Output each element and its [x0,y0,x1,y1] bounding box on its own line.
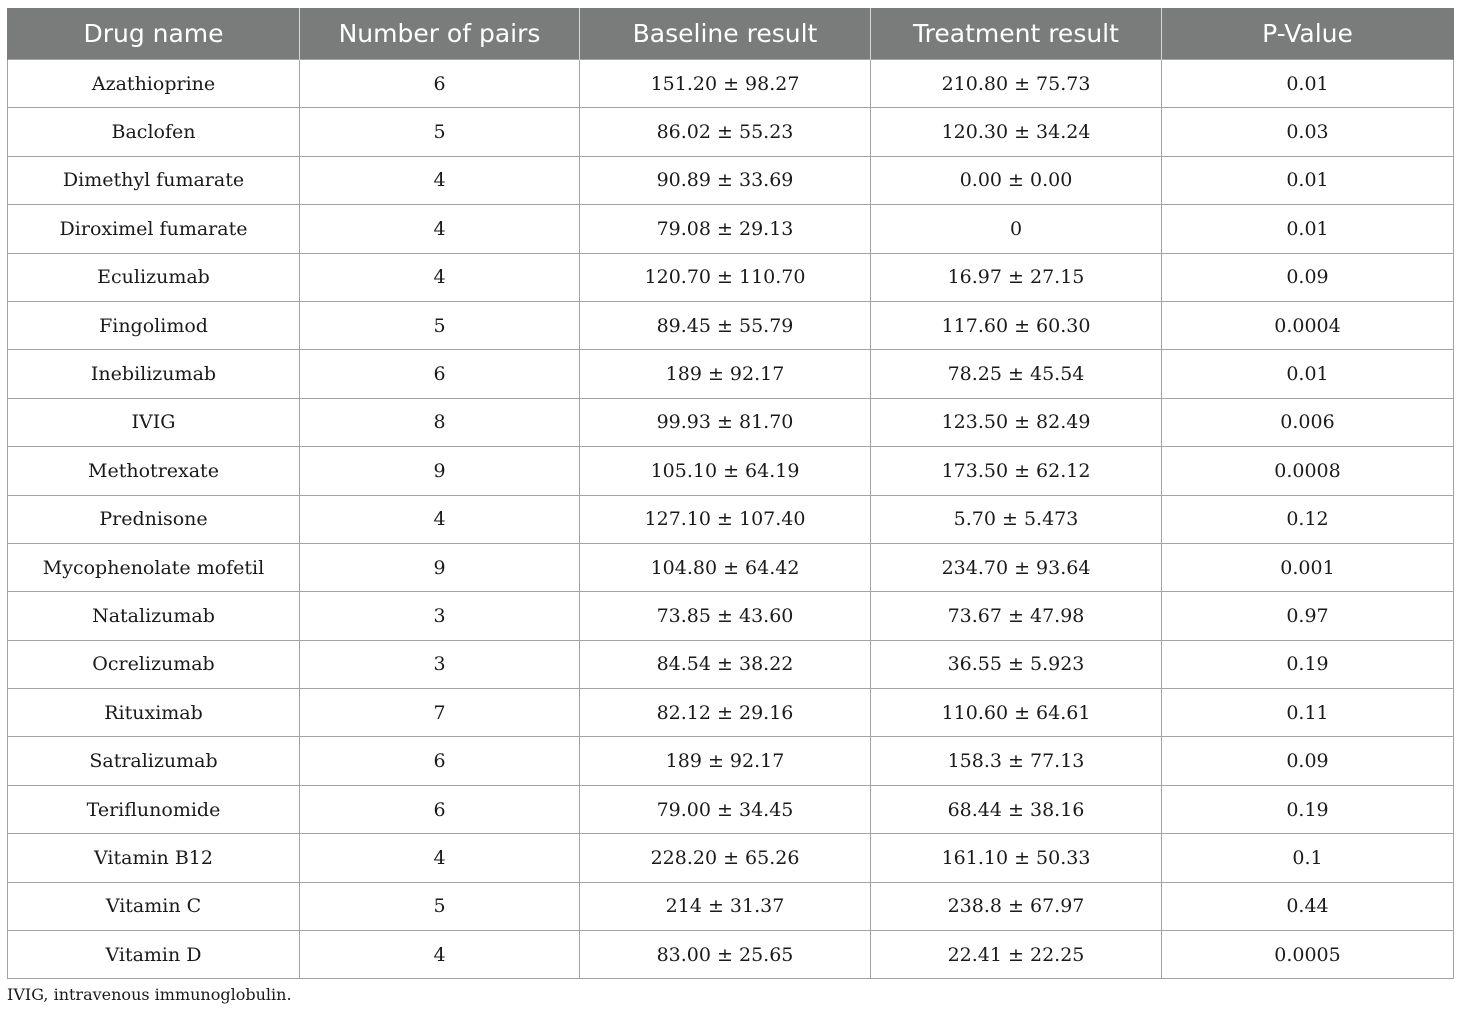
cell-baseline-result: 120.70 ± 110.70 [580,253,871,301]
cell-number-of-pairs: 4 [300,253,580,301]
cell-p-value: 0.0004 [1162,301,1454,349]
table-row [8,543,1454,591]
cell-baseline-result: 84.54 ± 38.22 [580,640,871,688]
cell-treatment-result: 173.50 ± 62.12 [871,447,1162,495]
table-row [8,398,1454,446]
cell-baseline-result: 79.08 ± 29.13 [580,205,871,253]
cell-number-of-pairs: 9 [300,447,580,495]
table-row [8,931,1454,979]
cell-p-value: 0.44 [1162,882,1454,930]
cell-p-value: 0.03 [1162,108,1454,156]
table-row [8,689,1454,737]
cell-drug-name: Inebilizumab [8,350,300,398]
cell-p-value: 0.1 [1162,834,1454,882]
cell-p-value: 0.09 [1162,737,1454,785]
cell-number-of-pairs: 8 [300,398,580,446]
cell-number-of-pairs: 6 [300,737,580,785]
cell-treatment-result: 161.10 ± 50.33 [871,834,1162,882]
table-row [8,108,1454,156]
cell-baseline-result: 228.20 ± 65.26 [580,834,871,882]
table-header [8,8,1454,60]
cell-drug-name: Eculizumab [8,253,300,301]
cell-baseline-result: 104.80 ± 64.42 [580,543,871,591]
cell-number-of-pairs: 5 [300,108,580,156]
cell-baseline-result: 82.12 ± 29.16 [580,689,871,737]
cell-number-of-pairs: 5 [300,301,580,349]
cell-drug-name: Vitamin D [8,931,300,979]
cell-number-of-pairs: 3 [300,640,580,688]
cell-baseline-result: 73.85 ± 43.60 [580,592,871,640]
cell-baseline-result: 89.45 ± 55.79 [580,301,871,349]
cell-number-of-pairs: 4 [300,156,580,204]
cell-drug-name: Fingolimod [8,301,300,349]
table-row [8,592,1454,640]
table-body [8,60,1454,979]
table-row [8,447,1454,495]
header-number-of-pairs: Number of pairs [300,8,580,60]
cell-drug-name: Mycophenolate mofetil [8,543,300,591]
cell-treatment-result: 73.67 ± 47.98 [871,592,1162,640]
cell-number-of-pairs: 4 [300,931,580,979]
cell-baseline-result: 99.93 ± 81.70 [580,398,871,446]
table-row [8,640,1454,688]
cell-baseline-result: 105.10 ± 64.19 [580,447,871,495]
table-row [8,253,1454,301]
cell-drug-name: Azathioprine [8,60,300,108]
table-row [8,785,1454,833]
table-row [8,60,1454,108]
cell-treatment-result: 234.70 ± 93.64 [871,543,1162,591]
cell-baseline-result: 151.20 ± 98.27 [580,60,871,108]
cell-p-value: 0.0005 [1162,931,1454,979]
cell-treatment-result: 238.8 ± 67.97 [871,882,1162,930]
cell-treatment-result: 68.44 ± 38.16 [871,785,1162,833]
cell-drug-name: Ocrelizumab [8,640,300,688]
drug-results-table [7,8,1454,979]
cell-p-value: 0.0008 [1162,447,1454,495]
cell-p-value: 0.01 [1162,205,1454,253]
cell-baseline-result: 90.89 ± 33.69 [580,156,871,204]
cell-drug-name: Teriflunomide [8,785,300,833]
cell-baseline-result: 127.10 ± 107.40 [580,495,871,543]
cell-baseline-result: 86.02 ± 55.23 [580,108,871,156]
cell-p-value: 0.19 [1162,640,1454,688]
cell-number-of-pairs: 6 [300,350,580,398]
table-row [8,495,1454,543]
cell-baseline-result: 189 ± 92.17 [580,737,871,785]
cell-p-value: 0.01 [1162,350,1454,398]
cell-treatment-result: 5.70 ± 5.473 [871,495,1162,543]
cell-p-value: 0.11 [1162,689,1454,737]
table-row [8,156,1454,204]
cell-p-value: 0.09 [1162,253,1454,301]
cell-drug-name: Natalizumab [8,592,300,640]
cell-drug-name: Rituximab [8,689,300,737]
table-footnote: IVIG, intravenous immunoglobulin. [7,985,292,1004]
cell-treatment-result: 123.50 ± 82.49 [871,398,1162,446]
header-row [8,8,1454,60]
cell-p-value: 0.01 [1162,156,1454,204]
cell-treatment-result: 78.25 ± 45.54 [871,350,1162,398]
cell-drug-name: Prednisone [8,495,300,543]
cell-drug-name: Methotrexate [8,447,300,495]
cell-drug-name: IVIG [8,398,300,446]
cell-treatment-result: 0.00 ± 0.00 [871,156,1162,204]
cell-number-of-pairs: 4 [300,834,580,882]
cell-p-value: 0.006 [1162,398,1454,446]
cell-number-of-pairs: 3 [300,592,580,640]
cell-baseline-result: 79.00 ± 34.45 [580,785,871,833]
cell-drug-name: Dimethyl fumarate [8,156,300,204]
table-row [8,350,1454,398]
cell-treatment-result: 120.30 ± 34.24 [871,108,1162,156]
cell-drug-name: Satralizumab [8,737,300,785]
cell-treatment-result: 16.97 ± 27.15 [871,253,1162,301]
cell-p-value: 0.97 [1162,592,1454,640]
table-row [8,205,1454,253]
cell-p-value: 0.19 [1162,785,1454,833]
cell-drug-name: Vitamin B12 [8,834,300,882]
cell-number-of-pairs: 7 [300,689,580,737]
cell-number-of-pairs: 5 [300,882,580,930]
cell-number-of-pairs: 6 [300,785,580,833]
cell-treatment-result: 22.41 ± 22.25 [871,931,1162,979]
cell-treatment-result: 0 [871,205,1162,253]
cell-number-of-pairs: 6 [300,60,580,108]
cell-treatment-result: 110.60 ± 64.61 [871,689,1162,737]
cell-drug-name: Baclofen [8,108,300,156]
cell-baseline-result: 189 ± 92.17 [580,350,871,398]
cell-treatment-result: 210.80 ± 75.73 [871,60,1162,108]
cell-number-of-pairs: 4 [300,205,580,253]
cell-drug-name: Vitamin C [8,882,300,930]
cell-p-value: 0.01 [1162,60,1454,108]
cell-baseline-result: 83.00 ± 25.65 [580,931,871,979]
cell-treatment-result: 36.55 ± 5.923 [871,640,1162,688]
header-baseline-result: Baseline result [580,8,871,60]
cell-drug-name: Diroximel fumarate [8,205,300,253]
cell-number-of-pairs: 9 [300,543,580,591]
table-row [8,834,1454,882]
header-p-value: P-Value [1162,8,1454,60]
cell-baseline-result: 214 ± 31.37 [580,882,871,930]
table-row [8,737,1454,785]
cell-treatment-result: 158.3 ± 77.13 [871,737,1162,785]
table-row [8,882,1454,930]
table-row [8,301,1454,349]
cell-p-value: 0.12 [1162,495,1454,543]
drug-results-table-container [7,8,1453,979]
cell-p-value: 0.001 [1162,543,1454,591]
cell-treatment-result: 117.60 ± 60.30 [871,301,1162,349]
cell-number-of-pairs: 4 [300,495,580,543]
header-drug-name: Drug name [8,8,300,60]
header-treatment-result: Treatment result [871,8,1162,60]
